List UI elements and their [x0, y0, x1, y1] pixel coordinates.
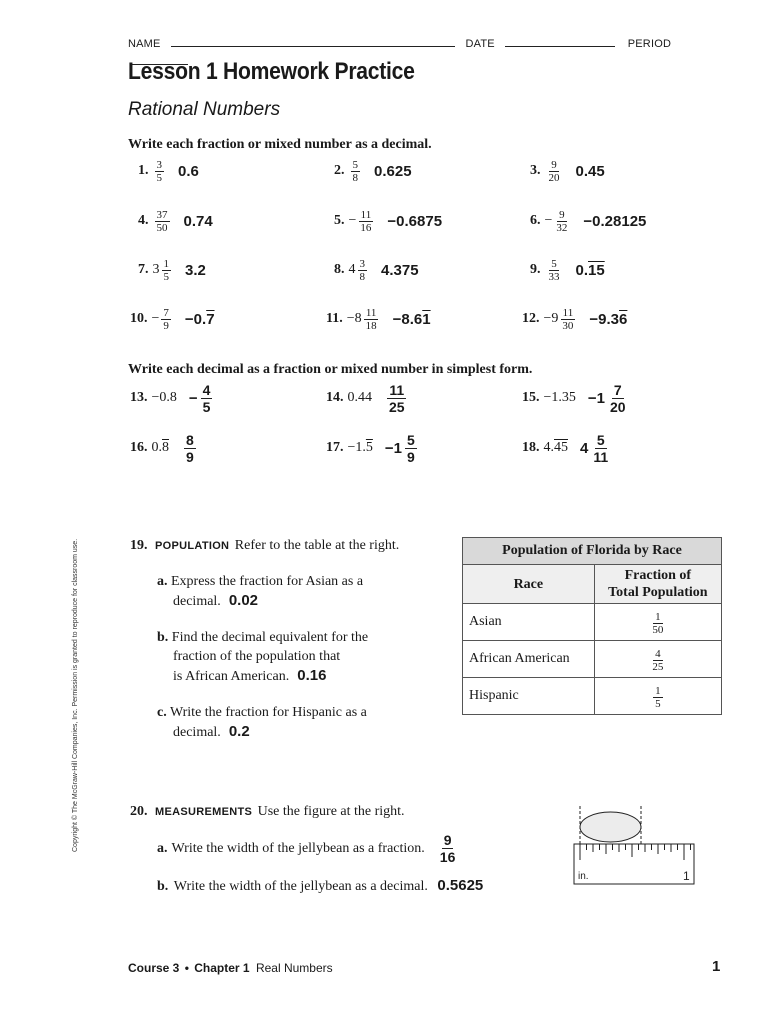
denominator: 5	[163, 270, 169, 283]
problem-19c	[130, 703, 450, 742]
repeating-digits: 1	[422, 310, 431, 328]
problem-item	[326, 428, 417, 468]
numerator: 9	[551, 158, 557, 171]
answer	[185, 262, 206, 279]
race-cell: Hispanic	[463, 678, 595, 715]
whole-part: 1	[393, 439, 403, 457]
problem-text: Refer to the table at the right.	[234, 538, 400, 553]
problem-item	[522, 428, 610, 468]
florida-population-table	[462, 537, 722, 715]
whole-part: 8	[354, 311, 362, 326]
decimal-digits: −1.	[347, 440, 366, 455]
sign: −	[384, 439, 394, 457]
problem-question	[153, 209, 172, 234]
fraction-cell	[594, 641, 721, 678]
problem-question	[153, 159, 167, 184]
name-label: NAME	[128, 38, 161, 50]
denominator: 25	[389, 398, 405, 415]
answer-digits: −9.3	[589, 310, 620, 328]
numerator: 11	[365, 306, 377, 319]
problem-20b	[157, 876, 483, 896]
problem-20a	[157, 832, 457, 865]
numerator: 11	[562, 306, 574, 319]
race-cell: African American	[463, 641, 595, 678]
problem-item	[130, 378, 212, 418]
ruler-unit-label: in.	[578, 871, 589, 882]
answer-digits: −0.28125	[583, 212, 647, 230]
numerator: 11	[360, 208, 372, 221]
repeating-digits: 8	[162, 440, 169, 455]
repeating-digits: 6	[619, 310, 628, 328]
answer	[387, 213, 442, 230]
table-row	[463, 641, 722, 678]
problem-19a	[130, 572, 450, 611]
denominator: 9	[407, 448, 415, 465]
numerator: 7	[613, 381, 622, 398]
fraction	[650, 648, 665, 673]
problem-question	[152, 390, 177, 406]
problem-number: 9.	[530, 262, 541, 277]
whole-part: 4	[580, 439, 589, 457]
answer	[184, 213, 213, 230]
denominator: 16	[360, 221, 372, 234]
fraction	[155, 209, 170, 234]
numerator: 1	[163, 257, 169, 270]
part-label: b.	[157, 630, 169, 645]
numerator: 37	[156, 208, 168, 221]
footer-chapter-title: Real Numbers	[255, 961, 333, 975]
sign: −	[348, 213, 357, 228]
header-line: Total Population	[608, 585, 708, 600]
ruler-end-label: 1	[683, 869, 690, 883]
answer-fraction	[438, 832, 458, 865]
denominator: 8	[359, 270, 365, 283]
problem-number: 2.	[334, 163, 345, 178]
fraction	[155, 159, 165, 184]
fraction	[351, 159, 361, 184]
denominator: 25	[652, 660, 664, 673]
denominator: 9	[186, 448, 194, 465]
problem-question	[152, 307, 173, 332]
part-text: Write the width of the jellybean as a decimal.	[173, 879, 428, 894]
problem-item	[138, 253, 206, 287]
problem-item	[326, 302, 431, 336]
part-text: Write the fraction for Hispanic as a	[169, 705, 367, 720]
problem-number: 1.	[138, 163, 149, 178]
fraction	[358, 209, 373, 234]
table-row	[463, 678, 722, 715]
problem-number: 5.	[334, 213, 345, 228]
decimal-digits: −1.35	[543, 390, 576, 405]
numerator: 5	[352, 158, 358, 171]
numerator: 11	[389, 381, 405, 398]
answer	[589, 311, 627, 328]
decimal-digits: −0.8	[151, 390, 177, 405]
whole-part: 9	[551, 311, 559, 326]
denominator: 30	[562, 319, 574, 332]
answer	[189, 382, 213, 415]
part-text: decimal.	[173, 725, 221, 740]
ruler	[574, 844, 694, 884]
sign: −	[587, 389, 597, 407]
problem-number: 10.	[130, 311, 148, 326]
problem-number: 4.	[138, 213, 149, 228]
problem-text: Use the figure at the right.	[257, 804, 405, 819]
problem-19	[130, 536, 450, 742]
section2-instruction: Write each decimal as a fraction or mixed number in simplest form.	[128, 362, 533, 377]
answer	[576, 262, 605, 279]
problem-question	[349, 159, 363, 184]
problem-number: 19.	[130, 538, 148, 553]
answer-20b: 0.5625	[437, 877, 484, 894]
answer	[374, 163, 412, 180]
fraction	[554, 209, 569, 234]
problem-item	[138, 154, 199, 188]
problem-19-stem	[130, 536, 450, 556]
fraction	[358, 258, 368, 283]
part-text: fraction of the population that	[173, 649, 341, 664]
problem-item	[530, 204, 646, 238]
repeating-digits: 15	[588, 261, 605, 279]
problem-20-stem	[130, 802, 570, 822]
problem-item	[522, 302, 627, 336]
footer-bullet: •	[184, 961, 189, 975]
problem-number: 13.	[130, 390, 148, 405]
answer-19c: 0.2	[228, 723, 250, 740]
numerator: 8	[186, 431, 194, 448]
problem-number: 17.	[326, 440, 344, 455]
decimal-digits: 4.	[543, 440, 554, 455]
problem-number: 8.	[334, 262, 345, 277]
problem-question	[153, 258, 174, 283]
race-cell: Asian	[463, 604, 595, 641]
fraction	[547, 159, 562, 184]
table-caption: Population of Florida by Race	[463, 538, 722, 565]
sign: −	[188, 389, 198, 407]
problem-item	[138, 204, 213, 238]
problem-20	[130, 802, 570, 822]
denominator: 11	[593, 448, 609, 465]
denominator: 50	[156, 221, 168, 234]
problem-number: 18.	[522, 440, 540, 455]
fraction	[547, 258, 562, 283]
copyright-notice: Copyright © The McGraw-Hill Companies, Inc. Permission is granted to reproduce for classroom use.	[72, 538, 79, 852]
problem-number: 12.	[522, 311, 540, 326]
denominator: 50	[652, 623, 664, 636]
part-text: is African American.	[173, 669, 290, 684]
answer	[385, 432, 417, 465]
answer	[393, 311, 431, 328]
fraction-cell	[594, 604, 721, 641]
page-number: 1	[712, 958, 721, 975]
footer-chapter: Chapter 1	[194, 961, 250, 975]
denominator: 5	[655, 697, 661, 710]
problem-tag: POPULATION	[155, 540, 230, 552]
date-label: DATE	[465, 38, 495, 50]
numerator: 7	[163, 306, 169, 319]
part-text: Express the fraction for Asian as a	[171, 574, 364, 589]
fraction-cell	[594, 678, 721, 715]
sign: −	[543, 311, 552, 326]
answer-digits: −0.6875	[387, 212, 443, 230]
denominator: 33	[548, 270, 560, 283]
jellybean	[580, 812, 641, 842]
problem-question	[348, 390, 373, 406]
problem-number: 7.	[138, 262, 149, 277]
problem-number: 16.	[130, 440, 148, 455]
problem-number: 11.	[326, 311, 343, 326]
part-label: a.	[157, 841, 168, 856]
answer	[381, 262, 419, 279]
denominator: 20	[610, 398, 626, 415]
table-header-race: Race	[463, 565, 595, 604]
table-body	[463, 604, 722, 715]
section1-instruction: Write each fraction or mixed number as a decimal.	[128, 137, 432, 152]
problem-item	[334, 204, 442, 238]
repeating-digits: 45	[554, 440, 568, 455]
answer	[181, 432, 196, 465]
answer-digits: 3.2	[185, 261, 206, 279]
period-label: PERIOD	[627, 38, 672, 50]
answer-digits: 0.625	[374, 162, 412, 180]
answer-fraction	[201, 382, 213, 415]
section2-problems	[130, 378, 730, 478]
decimal-digits: 0.44	[347, 390, 372, 405]
problem-number: 15.	[522, 390, 540, 405]
numerator: 3	[359, 257, 365, 270]
page-subtitle: Rational Numbers	[128, 99, 281, 120]
whole-part: 1	[596, 389, 606, 407]
numerator: 9	[443, 832, 452, 848]
answer-digits: 0.6	[178, 162, 199, 180]
problem-question	[347, 307, 381, 332]
answer-fraction	[608, 382, 628, 415]
answer	[185, 311, 215, 328]
denominator: 5	[202, 398, 211, 415]
answer-fraction	[591, 432, 610, 465]
sign: −	[151, 311, 160, 326]
fraction	[650, 611, 665, 636]
numerator: 4	[655, 647, 661, 660]
problem-item	[334, 154, 412, 188]
problem-item	[530, 154, 605, 188]
whole-part: 4	[348, 262, 356, 277]
numerator: 5	[407, 431, 415, 448]
part-text: decimal.	[173, 594, 221, 609]
problem-item	[130, 428, 196, 468]
denominator: 5	[156, 171, 162, 184]
numerator: 9	[559, 208, 565, 221]
problem-question	[152, 440, 170, 456]
part-label: c.	[157, 705, 167, 720]
page-title: Lesson 1 Homework Practice	[128, 58, 415, 85]
problem-question	[544, 307, 578, 332]
answer	[178, 163, 199, 180]
problem-question	[545, 159, 564, 184]
ruler-figure	[566, 800, 706, 890]
part-label: b.	[157, 879, 169, 894]
problem-number: 3.	[530, 163, 541, 178]
denominator: 20	[548, 171, 560, 184]
fraction	[560, 307, 575, 332]
problem-item	[530, 253, 605, 287]
numerator: 1	[655, 610, 661, 623]
header-line: Fraction of	[624, 568, 692, 583]
answer-19a: 0.02	[228, 592, 259, 609]
date-blank[interactable]	[505, 36, 615, 47]
answer-digits: 4.375	[381, 261, 419, 279]
answer-fraction	[387, 382, 407, 415]
problem-question	[348, 440, 373, 456]
answer	[583, 213, 646, 230]
problem-number: 6.	[530, 213, 541, 228]
numerator: 5	[551, 257, 557, 270]
answer-fraction	[184, 432, 196, 465]
denominator: 32	[556, 221, 568, 234]
footer	[128, 961, 333, 975]
problem-question	[545, 258, 564, 283]
answer-digits: −0.	[184, 310, 207, 328]
problem-number: 14.	[326, 390, 344, 405]
answer-digits: 0.74	[183, 212, 213, 230]
part-label: a.	[157, 574, 168, 589]
answer-digits: −8.6	[392, 310, 423, 328]
numerator: 1	[655, 684, 661, 697]
denominator: 9	[163, 319, 169, 332]
fraction	[161, 307, 171, 332]
denominator: 8	[352, 171, 358, 184]
answer	[384, 382, 407, 415]
problem-19b	[130, 628, 450, 686]
problem-question	[544, 440, 569, 456]
fraction	[653, 685, 663, 710]
decimal-digits: 0.	[151, 440, 162, 455]
table-header-fraction	[594, 565, 721, 604]
sign: −	[544, 213, 553, 228]
whole-part: 3	[152, 262, 160, 277]
table-row	[463, 604, 722, 641]
problem-item	[326, 378, 407, 418]
answer	[576, 163, 605, 180]
problem-item	[130, 302, 215, 336]
numerator: 4	[202, 381, 211, 398]
answer	[588, 382, 628, 415]
part-text: Write the width of the jellybean as a fraction.	[171, 841, 425, 856]
answer-digits: 0.	[575, 261, 589, 279]
fraction	[162, 258, 172, 283]
name-blank[interactable]	[171, 36, 455, 47]
numerator: 3	[156, 158, 162, 171]
problem-question	[545, 209, 572, 234]
repeating-digits: 5	[365, 440, 373, 455]
section1-problems	[130, 154, 728, 354]
answer-20a	[435, 832, 458, 865]
problem-question	[349, 209, 376, 234]
sign: −	[346, 311, 355, 326]
problem-item	[334, 253, 419, 287]
problem-tag: MEASUREMENTS	[155, 806, 253, 818]
problem-item	[522, 378, 628, 418]
answer-fraction	[405, 432, 417, 465]
denominator: 16	[439, 849, 456, 865]
problem-question	[349, 258, 370, 283]
answer	[580, 432, 610, 465]
answer-digits: 0.45	[575, 162, 605, 180]
footer-course: Course 3	[128, 961, 180, 975]
denominator: 18	[365, 319, 377, 332]
fraction	[364, 307, 379, 332]
problem-number: 20.	[130, 804, 148, 819]
answer-19b: 0.16	[297, 667, 327, 684]
numerator: 5	[596, 431, 605, 448]
problem-question	[544, 390, 576, 406]
repeating-digits: 7	[206, 310, 215, 328]
part-text: Find the decimal equivalent for the	[171, 630, 369, 645]
